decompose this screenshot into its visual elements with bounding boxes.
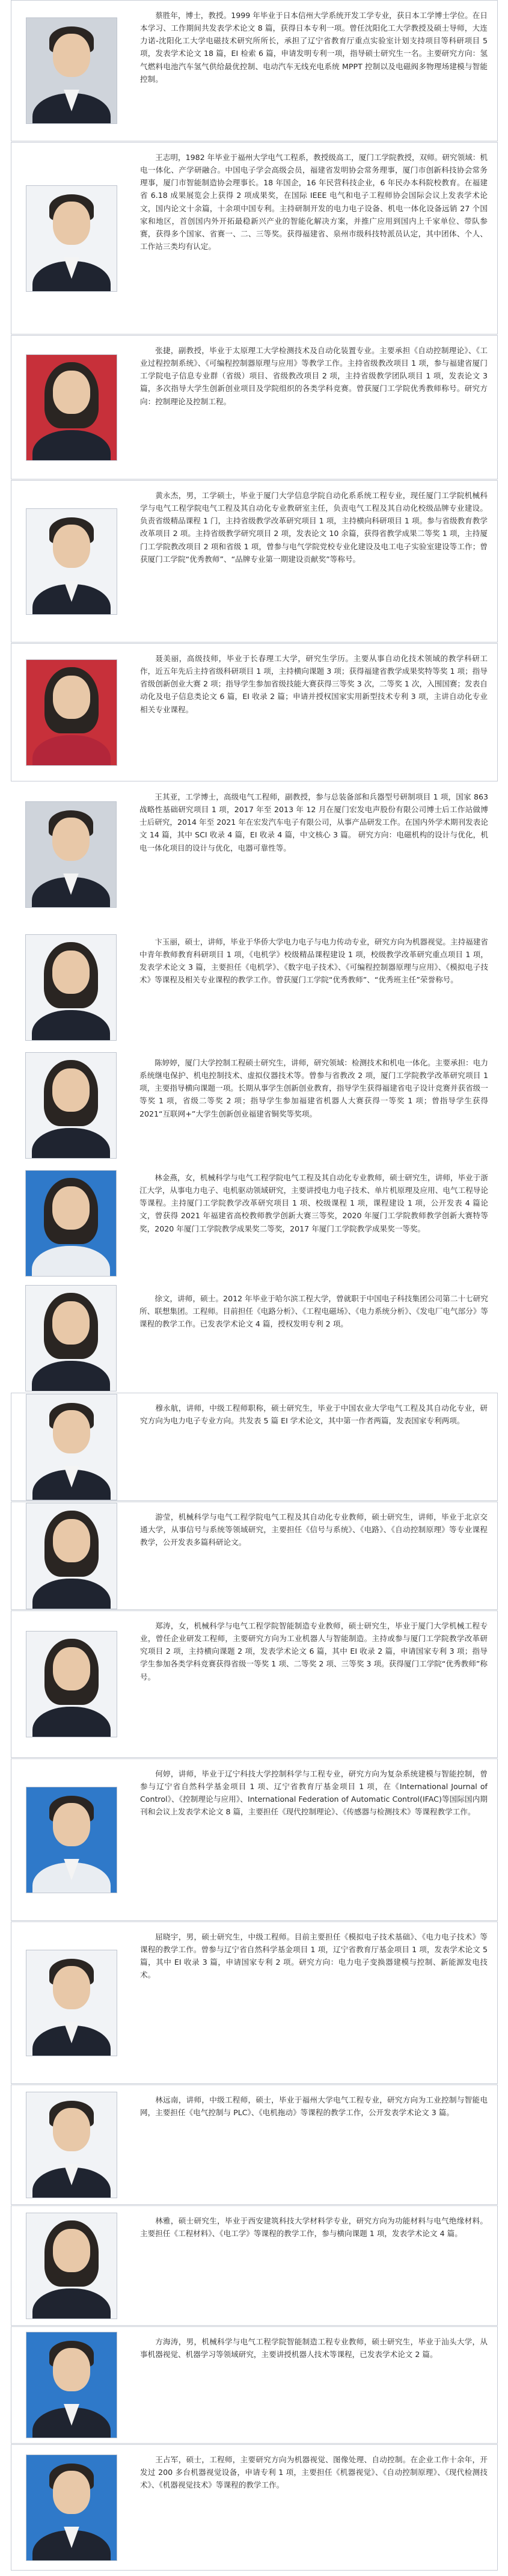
bio-cell	[132, 481, 497, 642]
bio-cell	[132, 2206, 497, 2325]
bio-cell	[132, 2445, 497, 2570]
profile-row	[11, 927, 498, 1047]
photo-cell	[11, 2085, 132, 2204]
bio-cell	[132, 644, 497, 781]
profile-bio: 蔡胜年，博士，教授。1999 年毕业于日本信州大学系统开发工学专业，获日本工学博士学位。在日本学习、工作期间共发表学术论文 8 篇，获得日本专利一项。曾任沈阳化工大学教授及硕士导师，大连力诺-沈阳化工大学电磁技术研究所所长，承担了辽宁省教育厅重点实验室计划支持项目等科研项目 5 项，发表学术论文 18 篇，EI 检索 6 篇，申请发明专利一项，指导硕士研究生一名。主要研究方向：氢气燃料电池汽车氢气供给最优控制、电动汽车无线充电系统 MPPT 控制以及电磁阀多物理场建模与智能控制。	[140, 11, 488, 84]
bio-cell	[131, 1048, 498, 1162]
profile-row	[11, 1048, 498, 1162]
profile-row	[11, 1284, 498, 1392]
profile-bio: 徐文，讲师，硕士。2012 年毕业于哈尔滨工程大学，曾就职于中国电子科技集团公司第二十七研究所、联想集团。工程师。目前担任《电路分析》、《工程电磁场》、《电力系统分析》、《发电厂电气部分》等课程的教学工作。已发表学术论文 4 篇，授权发明专利 2 项。	[139, 1294, 488, 1329]
portrait-male-icon	[26, 185, 117, 292]
bio-cell	[131, 1163, 498, 1283]
photo-cell	[11, 1611, 132, 1757]
profile-bio: 屈晓宇，男，硕士研究生，中级工程师。目前主要担任《模拟电子技术基础》、《电力电子技术》等课程的教学工作。曾参与辽宁省自然科学基金项目 1 项，辽宁省教育厅基金项目 1 项，发表学术论文 5 篇，其中 EI 收录 3 篇，申请国家专利 2 项。研究方向：电力电子变换器建模与控制、新能源发电技术。	[140, 1932, 488, 1980]
profile-row	[11, 1921, 498, 2084]
bio-cell	[131, 782, 498, 926]
bio-cell	[132, 1, 497, 141]
photo-cell	[11, 782, 131, 926]
portrait-female-icon	[25, 1052, 117, 1159]
portrait-female-icon	[26, 1631, 117, 1737]
bio-cell	[132, 1759, 497, 1920]
portrait-female-icon	[25, 934, 117, 1041]
photo-cell	[11, 644, 132, 781]
profile-bio: 卞玉丽，硕士，讲师，毕业于华侨大学电力电子与电力传动专业，研究方向为机器视觉。主持福建省中青年教师教育科研项目 1 项，《电机学》校级精品课程建设 1 项，校级教学改革研究重点项目 1 项，发表学术论文 3 篇，主要担任《电机学》、《数字电子技术》、《可编程控制器原理与应用》、《模拟电子技术》等课程及相关专业课程的教学工作。曾获厦门工学院“优秀教师”、“优秀班主任”荣誉称号。	[139, 937, 488, 985]
photo-cell	[11, 1284, 131, 1392]
profile-bio: 何婷，讲师，毕业于辽宁科技大学控制科学与工程专业，研究方向为复杂系统建模与智能控制，曾参与辽宁省自然科学基金项目 1 项、辽宁省教育厅基金项目 1 项，在《International Journal of Control》、《控制理论与应用》、International Federation of Automatic Control(IFAC)等国际国内期刊和会议上发表学术论文 8 篇，主要担任《现代控制理论》、《传感器与检测技术》等课程教学工作。	[140, 1769, 488, 1817]
profile-bio: 林雅，硕士研究生，毕业于西安建筑科技大学材料学专业，研究方向为功能材料与电气绝缘材料。主要担任《工程材料》、《电工学》等课程的教学工作，参与横向课题 1 项，发表学术论文 4 篇。	[140, 2216, 488, 2239]
profile-row	[11, 2444, 498, 2571]
photo-cell	[11, 1, 132, 141]
photo-cell	[11, 2206, 132, 2325]
profile-bio: 张捷，副教授，毕业于太原理工大学检测技术及自动化装置专业。主要承担《自动控制理论》、《工业过程控制系统》、《可编程控制器原理与应用》等教学工作。主持省级教改项目 1 项，参与福建省厦门工学院电子信息专业群（省级）项目、省级教改项目 2 项，主持省级教学团队项目 1 项，发表论文 3 篇，多次指导大学生创新创业项目及学院组织的各类学科竞赛。曾获厦门工学院优秀教师称号。研究方向：控制理论及控制工程。	[140, 346, 488, 406]
bio-cell	[132, 2327, 497, 2443]
portrait-male-icon	[26, 1394, 117, 1500]
profile-bio: 聂美丽，高级技师，毕业于长春理工大学，研究生学历。主要从事自动化技术领域的教学科研工作，近五年先后主持省级科研项目 1 项，主持横向课题 3 项；获得福建省教学成果奖特等奖 1 项；指导省级创新创业大赛 2 项；指导学生参加省级技能大赛获得三等奖 3 次，二等奖 1 次，入围国赛；发表自动化及电子信息类论文 6 篇，EI 收录 2 篇；申请并授权国家实用新型技术专利 3 项，主讲自动化专业相关专业课程。	[140, 654, 488, 714]
profile-row	[11, 1610, 498, 1758]
photo-cell	[11, 336, 132, 479]
portrait-female-icon	[25, 1170, 117, 1277]
profile-bio: 林金燕，女，机械科学与电气工程学院电气工程及其自动化专业教师，硕士研究生，讲师，毕业于浙江大学，从事电力电子、电机驱动领域研究，主要讲授电力电子技术、单片机原理及应用、电气工程导论等课程。主持厦门工学院教学改革研究项目 1 项、校级课程 1 项，课程建设 1 项，公开发表 4 篇论文，曾获得 2021 年福建省高校教师教学创新大赛三等奖，2020 年厦门工学院教师教学创新大赛特等奖，2020 年厦门工学院教学成果奖二等奖，2017 年厦门工学院教学成果奖一等奖。	[139, 1173, 488, 1233]
photo-cell	[11, 481, 132, 642]
bio-cell	[132, 143, 497, 334]
profile-bio: 方海涛，男，机械科学与电气工程学院智能制造工程专业教师，硕士研究生，毕业于汕头大学，从事机器视觉、机器学习等领域研究，主要讲授机器人技术等课程，已发表学术论文 2 篇。	[140, 2337, 488, 2359]
profile-row	[11, 1163, 498, 1283]
bio-cell	[132, 1502, 497, 1609]
portrait-male-icon	[26, 508, 117, 615]
profile-bio: 王志明，1982 年毕业于福州大学电气工程系，教授级高工，厦门工学院教授，双师。研究领域：机电一体化、产学研融合。中国电子学会高级会员，福建省发明协会常务理事，厦门市创新科技协会常务理事，厦门市智能制造协会理事长。18 年国企，16 年民营科技企业，6 年民办本科院校教育。在福建省 6.18 成果展览会上获得 2 项成果奖，在国际 IEEE 电气和电子工程师协会国际会议上发表学术论文，国内论文十余篇，十余项中国专利。主持研制开发的电力电子设备、机电一体化设备远销 27 个国家和地区，首创国内外开拓最稳新兴产业的智能化解决方案，并推广应用到国内上千家单位、带队参赛，获得多个国家、省赛一、二、三等奖。获得福建省、泉州市级科技特派员认定，其中团体、个人、工作站三类均有认定。	[140, 153, 488, 251]
profile-row	[11, 142, 498, 334]
portrait-male-icon	[26, 1950, 117, 2056]
profile-row	[11, 2326, 498, 2444]
profile-bio: 王其亚，工学博士，高级电气工程师，副教授，参与总装备部和兵器型号研制项目 1 项，国家 863 战略性基础研究项目 1 项，2017 年至 2013 年 12 月在厦门宏发电声股份有限公司博士后工作站做博士后研究，2014 年至 2021 年在宏发汽车电子有限公司，从事产品研发工作。在国内外学术期刊发表论文 14 篇，其中 SCI 收录 4 篇，EI 收录 4 篇，中文核心 3 篇。 研究方向：电磁机构的设计与优化，机电一体化项目的设计与优化，电器可靠性等。	[139, 792, 488, 852]
bio-cell	[131, 927, 498, 1047]
profile-row	[11, 1758, 498, 1921]
faculty-profile-list	[11, 0, 498, 2576]
portrait-female-icon	[26, 1503, 117, 1609]
photo-cell	[11, 2445, 132, 2570]
photo-cell	[11, 1922, 132, 2083]
profile-row	[11, 782, 498, 926]
profile-row	[11, 1502, 498, 1610]
profile-bio: 林远南，讲师，中级工程师，硕士，毕业于福州大学电气工程专业，研究方向为工业控制与智能电网，主要担任《电气控制与 PLC》、《电机拖动》等课程的教学工作，公开发表学术论文 3 篇。	[140, 2095, 488, 2118]
photo-cell	[11, 1759, 132, 1920]
profile-bio: 穆永航，讲师，中级工程师职称，硕士研究生，毕业于中国农业大学电气工程及其自动化专业，研究方向为电力电子专业方向。共发表 5 篇 EI 学术论文，其中第一作者两篇，发表国家专利两项。	[140, 1404, 488, 1426]
profile-row	[11, 335, 498, 479]
profile-bio: 游莹，机械科学与电气工程学院电气工程及其自动化专业教师，硕士研究生，讲师，毕业于北京交通大学，从事信号与系统等领域研究，主要担任《信号与系统》、《电路》、《自动控制原理》等专业课程教学，公开发表多篇科研论文。	[140, 1512, 488, 1547]
portrait-female-icon	[26, 354, 117, 461]
portrait-male-icon	[25, 801, 117, 908]
portrait-male-icon	[26, 17, 117, 124]
photo-cell	[11, 1393, 132, 1500]
photo-cell	[11, 927, 131, 1047]
bio-cell	[132, 1922, 497, 2083]
profile-bio: 黄永杰，男，工学硕士，毕业于厦门大学信息学院自动化系系统工程专业，现任厦门工学院机械科学与电气工程学院电气工程及其自动化专业教研室主任，负责电气工程及其自动化校级品牌专业建设。负责省级精品课程 1 门，主持省级教学改革研究项目 1 项，主持横向科研项目 1 项。参与省级教育教学改革项目 2 项。主持省级教学研究项目 2 项，发表论文 10 余篇，获得省教学成果二等奖 1 项，主持厦门工学院教改项目 2 项和省级 1 项，曾参与电气学院党校专业化建设及电工电子实验室建设等工作；曾获厦门工学院“优秀教师”、“品牌专业第一期建设贡献奖”等称号。	[140, 491, 488, 564]
photo-cell	[11, 2327, 132, 2443]
portrait-female-icon	[26, 2213, 117, 2319]
profile-row	[11, 0, 498, 141]
bio-cell	[132, 1393, 497, 1500]
portrait-male-icon	[26, 2092, 117, 2198]
photo-cell	[11, 143, 132, 334]
photo-cell	[11, 1048, 131, 1162]
profile-bio: 王占军，硕士，工程师，主要研究方向为机器视觉、图像处理、自动控制。在企业工作十余年，开发过 200 多台机器视觉设备，申请专利 1 项，主要担任《机器视觉》、《自动控制原理》、《现代检测技术》、《机器视觉技术》等课程的教学工作。	[140, 2455, 488, 2490]
profile-row	[11, 480, 498, 642]
profile-bio: 陈婷婷，厦门大学控制工程硕士研究生，讲师，研究领域：检测技术和机电一体化。主要承担：电力系统继电保护、机电控制技术、虚拟仪器技术等。曾参与省教改 2 项，厦门工学院教学改革研究项目 1 项，主要指导横向课题一项。长期从事学生创新创业教育，指导学生获得福建省电子设计竞赛并获省级一等奖 1 项，省级二等奖 2 项；指导学生参加福建省机器人大赛获得一等奖 1 项；曾指导学生获得 2021“互联网+”大学生创新创业福建省铜奖等奖项。	[139, 1058, 488, 1118]
portrait-male-icon	[26, 2454, 117, 2561]
photo-cell	[11, 1502, 132, 1609]
profile-row	[11, 643, 498, 781]
bio-cell	[132, 2085, 497, 2204]
profile-bio: 郑涛，女，机械科学与电气工程学院智能制造专业教师，硕士研究生，毕业于厦门大学机械工程专业，曾任企业研发工程师，主要研究方向为工业机器人与智能制造。主持或参与厦门工学院教学改革研究项目 2 项，主持横向课题 2 项，发表学术论文 6 篇，其中 EI 收录 2 篇，申请国家专利 3 项；指导学生参加各类学科竞赛获得省级一等奖 1 项、二等奖 2 项、三等奖 3 项。获得厦门工学院“优秀教师”称号。	[140, 1621, 488, 1681]
photo-cell	[11, 1163, 131, 1283]
profile-row	[11, 2085, 498, 2205]
portrait-female-icon	[26, 659, 117, 766]
bio-cell	[132, 336, 497, 479]
portrait-male-icon	[26, 2332, 117, 2438]
profile-row	[11, 2205, 498, 2326]
portrait-female-icon	[25, 1285, 117, 1391]
bio-cell	[131, 1284, 498, 1392]
profile-row	[11, 1393, 498, 1501]
bio-cell	[132, 1611, 497, 1757]
portrait-male-icon	[26, 1787, 117, 1893]
